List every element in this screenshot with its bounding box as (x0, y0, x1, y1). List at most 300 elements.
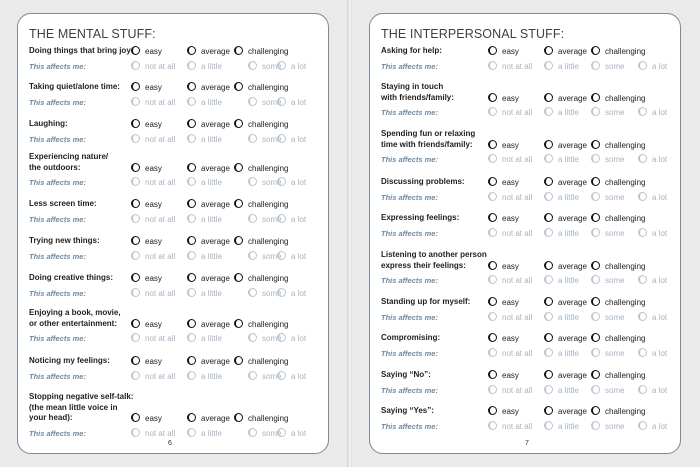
radio-circle-icon[interactable] (591, 348, 600, 357)
affect-option[interactable] (277, 61, 306, 72)
affect-option-label: a lot (291, 371, 307, 381)
radio-circle-icon[interactable] (131, 214, 140, 223)
scale-option-challenging[interactable] (234, 273, 288, 284)
radio-circle-icon[interactable] (131, 319, 140, 328)
question-label (29, 392, 133, 424)
affect-option[interactable] (131, 177, 175, 188)
scale-option-challenging[interactable] (234, 46, 288, 57)
radio-circle-icon[interactable] (638, 348, 647, 357)
radio-circle-icon[interactable] (544, 312, 553, 321)
radio-circle-icon[interactable] (488, 385, 497, 394)
radio-circle-icon[interactable] (638, 275, 647, 284)
scale-option-average[interactable] (187, 273, 230, 284)
radio-circle-icon[interactable] (544, 385, 553, 394)
radio-circle-icon[interactable] (488, 177, 497, 186)
radio-circle-icon[interactable] (591, 61, 600, 70)
radio-circle-icon[interactable] (187, 428, 196, 437)
radio-circle-icon[interactable] (544, 421, 553, 430)
affect-option[interactable] (544, 348, 579, 359)
affect-option[interactable] (591, 192, 625, 203)
radio-circle-icon[interactable] (131, 163, 140, 172)
radio-circle-icon[interactable] (131, 288, 140, 297)
scale-option-easy[interactable] (131, 319, 162, 330)
affect-option[interactable] (488, 275, 532, 286)
scale-option-average[interactable] (544, 333, 587, 344)
radio-circle-icon[interactable] (638, 107, 647, 116)
affect-option-label: a lot (291, 251, 307, 261)
radio-circle-icon[interactable] (277, 251, 286, 260)
affect-option[interactable] (187, 61, 222, 72)
affect-option[interactable] (638, 421, 667, 432)
radio-circle-icon[interactable] (638, 421, 647, 430)
affect-option-label: some (262, 251, 282, 261)
scale-option-label: easy (502, 334, 519, 343)
affects-prompt: This affects me: (29, 334, 86, 343)
radio-circle-icon[interactable] (131, 82, 140, 91)
scale-option-average[interactable] (544, 93, 587, 104)
affect-option[interactable] (488, 312, 532, 323)
radio-circle-icon[interactable] (131, 97, 140, 106)
affect-option[interactable] (277, 214, 306, 225)
radio-circle-icon[interactable] (187, 82, 196, 91)
radio-circle-icon[interactable] (131, 199, 140, 208)
radio-circle-icon[interactable] (187, 236, 196, 245)
radio-circle-icon[interactable] (277, 61, 286, 70)
radio-circle-icon[interactable] (591, 46, 600, 55)
affect-option[interactable] (591, 421, 625, 432)
radio-circle-icon[interactable] (488, 297, 497, 306)
radio-circle-icon[interactable] (544, 370, 553, 379)
scale-option-easy[interactable] (131, 119, 162, 130)
affect-option[interactable] (187, 371, 222, 382)
affect-option[interactable] (277, 251, 306, 262)
scale-option-average[interactable] (544, 140, 587, 151)
radio-circle-icon[interactable] (131, 273, 140, 282)
radio-circle-icon[interactable] (131, 61, 140, 70)
scale-option-challenging[interactable] (591, 261, 645, 272)
radio-circle-icon[interactable] (131, 236, 140, 245)
affect-option[interactable] (544, 312, 579, 323)
radio-circle-icon[interactable] (248, 134, 257, 143)
radio-circle-icon[interactable] (591, 213, 600, 222)
scale-option-average[interactable] (544, 370, 587, 381)
scale-option-easy[interactable] (131, 273, 162, 284)
affect-option[interactable] (488, 154, 532, 165)
radio-circle-icon[interactable] (131, 251, 140, 260)
affect-option-label: not at all (502, 385, 533, 395)
affect-option[interactable] (131, 288, 175, 299)
radio-circle-icon[interactable] (234, 82, 243, 91)
affect-option[interactable] (131, 61, 175, 72)
radio-circle-icon[interactable] (591, 93, 600, 102)
scale-option-challenging[interactable] (591, 46, 645, 57)
radio-circle-icon[interactable] (488, 107, 497, 116)
radio-circle-icon[interactable] (187, 251, 196, 260)
affect-option[interactable] (638, 312, 667, 323)
affect-option[interactable] (277, 134, 306, 145)
radio-circle-icon[interactable] (488, 192, 497, 201)
radio-circle-icon[interactable] (187, 134, 196, 143)
scale-option-challenging[interactable] (591, 370, 645, 381)
affect-option[interactable] (591, 275, 625, 286)
affect-option[interactable] (131, 333, 175, 344)
scale-option-average[interactable] (187, 236, 230, 247)
scale-option-average[interactable] (187, 413, 230, 424)
radio-circle-icon[interactable] (131, 119, 140, 128)
radio-circle-icon[interactable] (248, 177, 257, 186)
affect-option[interactable] (488, 421, 532, 432)
scale-option-easy[interactable] (131, 236, 162, 247)
scale-option-average[interactable] (187, 356, 230, 367)
radio-circle-icon[interactable] (131, 46, 140, 55)
radio-circle-icon[interactable] (187, 119, 196, 128)
radio-circle-icon[interactable] (591, 312, 600, 321)
radio-circle-icon[interactable] (234, 319, 243, 328)
radio-circle-icon[interactable] (544, 275, 553, 284)
affect-option[interactable] (544, 107, 579, 118)
scale-option-easy[interactable] (131, 163, 162, 174)
radio-circle-icon[interactable] (277, 428, 286, 437)
radio-circle-icon[interactable] (277, 288, 286, 297)
affect-option[interactable] (187, 288, 222, 299)
radio-circle-icon[interactable] (638, 154, 647, 163)
affect-option-label: not at all (145, 178, 176, 187)
scale-option-easy[interactable] (488, 213, 519, 224)
radio-circle-icon[interactable] (277, 97, 286, 106)
affect-option[interactable] (591, 228, 625, 239)
affect-option[interactable] (638, 348, 667, 359)
radio-circle-icon[interactable] (544, 61, 553, 70)
scale-option-average[interactable] (187, 46, 230, 57)
scale-option-challenging[interactable] (234, 119, 288, 130)
radio-circle-icon[interactable] (488, 261, 497, 270)
scale-option-challenging[interactable] (591, 297, 645, 308)
affect-option[interactable] (488, 192, 532, 203)
radio-circle-icon[interactable] (591, 385, 600, 394)
scale-option-easy[interactable] (131, 199, 162, 210)
scale-option-label: average (201, 357, 230, 366)
affect-option-label: not at all (502, 108, 533, 117)
radio-circle-icon[interactable] (591, 370, 600, 379)
scale-option-easy[interactable] (488, 261, 519, 272)
affect-option[interactable] (277, 371, 306, 382)
radio-circle-icon[interactable] (187, 273, 196, 282)
affect-option[interactable] (187, 251, 222, 262)
radio-circle-icon[interactable] (544, 140, 553, 149)
affect-option[interactable] (638, 385, 667, 396)
scale-option-easy[interactable] (131, 46, 162, 57)
radio-circle-icon[interactable] (488, 213, 497, 222)
radio-circle-icon[interactable] (544, 46, 553, 55)
radio-circle-icon[interactable] (638, 312, 647, 321)
scale-option-label: challenging (605, 407, 646, 416)
affect-option[interactable] (591, 107, 625, 118)
scale-option-easy[interactable] (131, 413, 162, 424)
radio-circle-icon[interactable] (488, 348, 497, 357)
scale-option-easy[interactable] (488, 140, 519, 151)
radio-circle-icon[interactable] (488, 406, 497, 415)
affects-prompt: This affects me: (381, 348, 438, 358)
affect-option[interactable] (131, 251, 175, 262)
radio-circle-icon[interactable] (187, 356, 196, 365)
scale-option-average[interactable] (544, 46, 587, 57)
radio-circle-icon[interactable] (234, 356, 243, 365)
radio-circle-icon[interactable] (187, 199, 196, 208)
scale-option-easy[interactable] (488, 370, 519, 381)
scale-option-label: average (558, 140, 587, 150)
affect-option[interactable] (187, 333, 222, 344)
radio-circle-icon[interactable] (131, 371, 140, 380)
radio-circle-icon[interactable] (277, 134, 286, 143)
radio-circle-icon[interactable] (234, 273, 243, 282)
radio-circle-icon[interactable] (591, 275, 600, 284)
radio-circle-icon[interactable] (488, 46, 497, 55)
scale-option-challenging[interactable] (234, 236, 288, 247)
affect-option[interactable] (544, 275, 579, 286)
scale-option-average[interactable] (544, 406, 587, 417)
affect-option[interactable] (638, 107, 667, 118)
scale-option-average[interactable] (544, 213, 587, 224)
radio-circle-icon[interactable] (234, 413, 243, 422)
radio-circle-icon[interactable] (591, 228, 600, 237)
scale-option-challenging[interactable] (234, 356, 288, 367)
radio-circle-icon[interactable] (248, 428, 257, 437)
scale-option-easy[interactable] (488, 297, 519, 308)
radio-circle-icon[interactable] (131, 177, 140, 186)
affect-option[interactable] (544, 154, 579, 165)
radio-circle-icon[interactable] (544, 228, 553, 237)
affect-option[interactable] (638, 275, 667, 286)
affect-option[interactable] (638, 61, 667, 72)
radio-circle-icon[interactable] (488, 140, 497, 149)
question-label (381, 406, 434, 417)
radio-circle-icon[interactable] (544, 261, 553, 270)
radio-circle-icon[interactable] (544, 154, 553, 163)
radio-circle-icon[interactable] (131, 134, 140, 143)
radio-circle-icon[interactable] (131, 356, 140, 365)
affect-option[interactable] (277, 333, 306, 344)
affect-option[interactable] (591, 348, 625, 359)
affect-option[interactable] (488, 228, 532, 239)
affect-option[interactable] (544, 61, 579, 72)
radio-circle-icon[interactable] (488, 61, 497, 70)
affect-option-label: some (262, 97, 282, 107)
affect-option-label: some (605, 192, 625, 202)
radio-circle-icon[interactable] (591, 140, 600, 149)
question-label (381, 213, 459, 224)
scale-option-challenging[interactable] (591, 333, 645, 344)
radio-circle-icon[interactable] (591, 107, 600, 116)
affect-option[interactable] (131, 97, 175, 108)
scale-option-challenging[interactable] (234, 82, 288, 93)
affect-option[interactable] (591, 312, 625, 323)
scale-option-label: challenging (605, 93, 646, 103)
radio-circle-icon[interactable] (277, 177, 286, 186)
radio-circle-icon[interactable] (187, 413, 196, 422)
affect-option[interactable] (131, 428, 175, 439)
radio-circle-icon[interactable] (248, 371, 257, 380)
radio-circle-icon[interactable] (277, 371, 286, 380)
radio-circle-icon[interactable] (248, 288, 257, 297)
affect-option[interactable] (488, 348, 532, 359)
scale-option-easy[interactable] (488, 93, 519, 104)
radio-circle-icon[interactable] (248, 251, 257, 260)
radio-circle-icon[interactable] (187, 371, 196, 380)
scale-option-label: challenging (605, 298, 646, 307)
radio-circle-icon[interactable] (591, 261, 600, 270)
scale-option-average[interactable] (187, 82, 230, 93)
radio-circle-icon[interactable] (234, 199, 243, 208)
radio-circle-icon[interactable] (591, 192, 600, 201)
radio-circle-icon[interactable] (234, 163, 243, 172)
radio-circle-icon[interactable] (234, 119, 243, 128)
radio-circle-icon[interactable] (131, 428, 140, 437)
radio-circle-icon[interactable] (187, 61, 196, 70)
affect-option[interactable] (187, 428, 222, 439)
affect-option[interactable] (187, 134, 222, 145)
radio-circle-icon[interactable] (187, 46, 196, 55)
radio-circle-icon[interactable] (591, 154, 600, 163)
scale-option-challenging[interactable] (234, 163, 288, 174)
radio-circle-icon[interactable] (248, 333, 257, 342)
radio-circle-icon[interactable] (277, 333, 286, 342)
radio-circle-icon[interactable] (248, 214, 257, 223)
affect-option[interactable] (638, 192, 667, 203)
radio-circle-icon[interactable] (591, 421, 600, 430)
scale-option-challenging[interactable] (234, 413, 288, 424)
affect-option[interactable] (488, 107, 532, 118)
radio-circle-icon[interactable] (638, 61, 647, 70)
affect-option[interactable] (277, 97, 306, 108)
affect-option[interactable] (638, 154, 667, 165)
radio-circle-icon[interactable] (187, 97, 196, 106)
scale-option-label: average (558, 407, 587, 416)
scale-option-label: challenging (605, 371, 646, 380)
radio-circle-icon[interactable] (187, 163, 196, 172)
affect-option[interactable] (544, 228, 579, 239)
radio-circle-icon[interactable] (187, 177, 196, 186)
scale-option-average[interactable] (544, 261, 587, 272)
radio-circle-icon[interactable] (544, 406, 553, 415)
scale-option-challenging[interactable] (591, 93, 645, 104)
affect-option[interactable] (488, 385, 532, 396)
question-label (29, 199, 97, 210)
radio-circle-icon[interactable] (544, 348, 553, 357)
radio-circle-icon[interactable] (488, 421, 497, 430)
radio-circle-icon[interactable] (591, 333, 600, 342)
radio-circle-icon[interactable] (544, 93, 553, 102)
scale-option-label: challenging (248, 319, 289, 329)
affects-prompt: This affects me: (29, 428, 86, 438)
radio-circle-icon[interactable] (638, 228, 647, 237)
radio-circle-icon[interactable] (591, 177, 600, 186)
radio-circle-icon[interactable] (488, 154, 497, 163)
radio-circle-icon[interactable] (544, 107, 553, 116)
affect-option[interactable] (544, 192, 579, 203)
radio-circle-icon[interactable] (544, 192, 553, 201)
radio-circle-icon[interactable] (638, 192, 647, 201)
scale-option-challenging[interactable] (234, 199, 288, 210)
affect-option[interactable] (591, 154, 625, 165)
affect-option[interactable] (277, 428, 306, 439)
radio-circle-icon[interactable] (544, 297, 553, 306)
scale-option-challenging[interactable] (591, 406, 645, 417)
affect-option[interactable] (187, 214, 222, 225)
radio-circle-icon[interactable] (277, 214, 286, 223)
affect-option[interactable] (591, 385, 625, 396)
radio-circle-icon[interactable] (187, 214, 196, 223)
scale-option-easy[interactable] (488, 406, 519, 417)
radio-circle-icon[interactable] (488, 312, 497, 321)
radio-circle-icon[interactable] (187, 288, 196, 297)
radio-circle-icon[interactable] (234, 46, 243, 55)
scale-option-challenging[interactable] (591, 213, 645, 224)
affect-option[interactable] (187, 97, 222, 108)
radio-circle-icon[interactable] (234, 236, 243, 245)
radio-circle-icon[interactable] (248, 61, 257, 70)
affect-option[interactable] (638, 228, 667, 239)
affect-option[interactable] (544, 385, 579, 396)
scale-option-easy[interactable] (488, 333, 519, 344)
radio-circle-icon[interactable] (488, 333, 497, 342)
scale-option-average[interactable] (544, 177, 587, 188)
radio-circle-icon[interactable] (591, 297, 600, 306)
question-label-line: Saying “No”: (381, 370, 431, 379)
radio-circle-icon[interactable] (187, 319, 196, 328)
radio-circle-icon[interactable] (131, 333, 140, 342)
radio-circle-icon[interactable] (488, 370, 497, 379)
affect-option-label: some (262, 61, 282, 71)
question-label-line: Expressing feelings: (381, 213, 460, 222)
scale-option-average[interactable] (187, 199, 230, 210)
radio-circle-icon[interactable] (638, 385, 647, 394)
radio-circle-icon[interactable] (544, 333, 553, 342)
affect-option[interactable] (488, 61, 532, 72)
scale-option-easy[interactable] (488, 46, 519, 57)
scale-option-challenging[interactable] (591, 177, 645, 188)
affect-option[interactable] (131, 134, 175, 145)
radio-circle-icon[interactable] (488, 228, 497, 237)
scale-option-easy[interactable] (131, 82, 162, 93)
scale-option-average[interactable] (187, 163, 230, 174)
affect-option[interactable] (277, 288, 306, 299)
affect-option[interactable] (277, 177, 306, 188)
scale-option-challenging[interactable] (234, 319, 288, 330)
radio-circle-icon[interactable] (488, 275, 497, 284)
scale-option-average[interactable] (187, 119, 230, 130)
affect-option[interactable] (591, 61, 625, 72)
scale-option-average[interactable] (544, 297, 587, 308)
scale-option-challenging[interactable] (591, 140, 645, 151)
radio-circle-icon[interactable] (544, 213, 553, 222)
radio-circle-icon[interactable] (187, 333, 196, 342)
scale-option-label: easy (145, 357, 162, 366)
radio-circle-icon[interactable] (544, 177, 553, 186)
affect-option[interactable] (131, 371, 175, 382)
radio-circle-icon[interactable] (488, 93, 497, 102)
affect-option-label: some (262, 371, 282, 381)
affect-option[interactable] (187, 177, 222, 188)
scale-option-easy[interactable] (131, 356, 162, 367)
scale-option-easy[interactable] (488, 177, 519, 188)
affect-option[interactable] (131, 214, 175, 225)
radio-circle-icon[interactable] (248, 97, 257, 106)
radio-circle-icon[interactable] (131, 413, 140, 422)
scale-option-average[interactable] (187, 319, 230, 330)
radio-circle-icon[interactable] (591, 406, 600, 415)
affect-option[interactable] (544, 421, 579, 432)
question-label-line: Compromising: (381, 333, 441, 342)
